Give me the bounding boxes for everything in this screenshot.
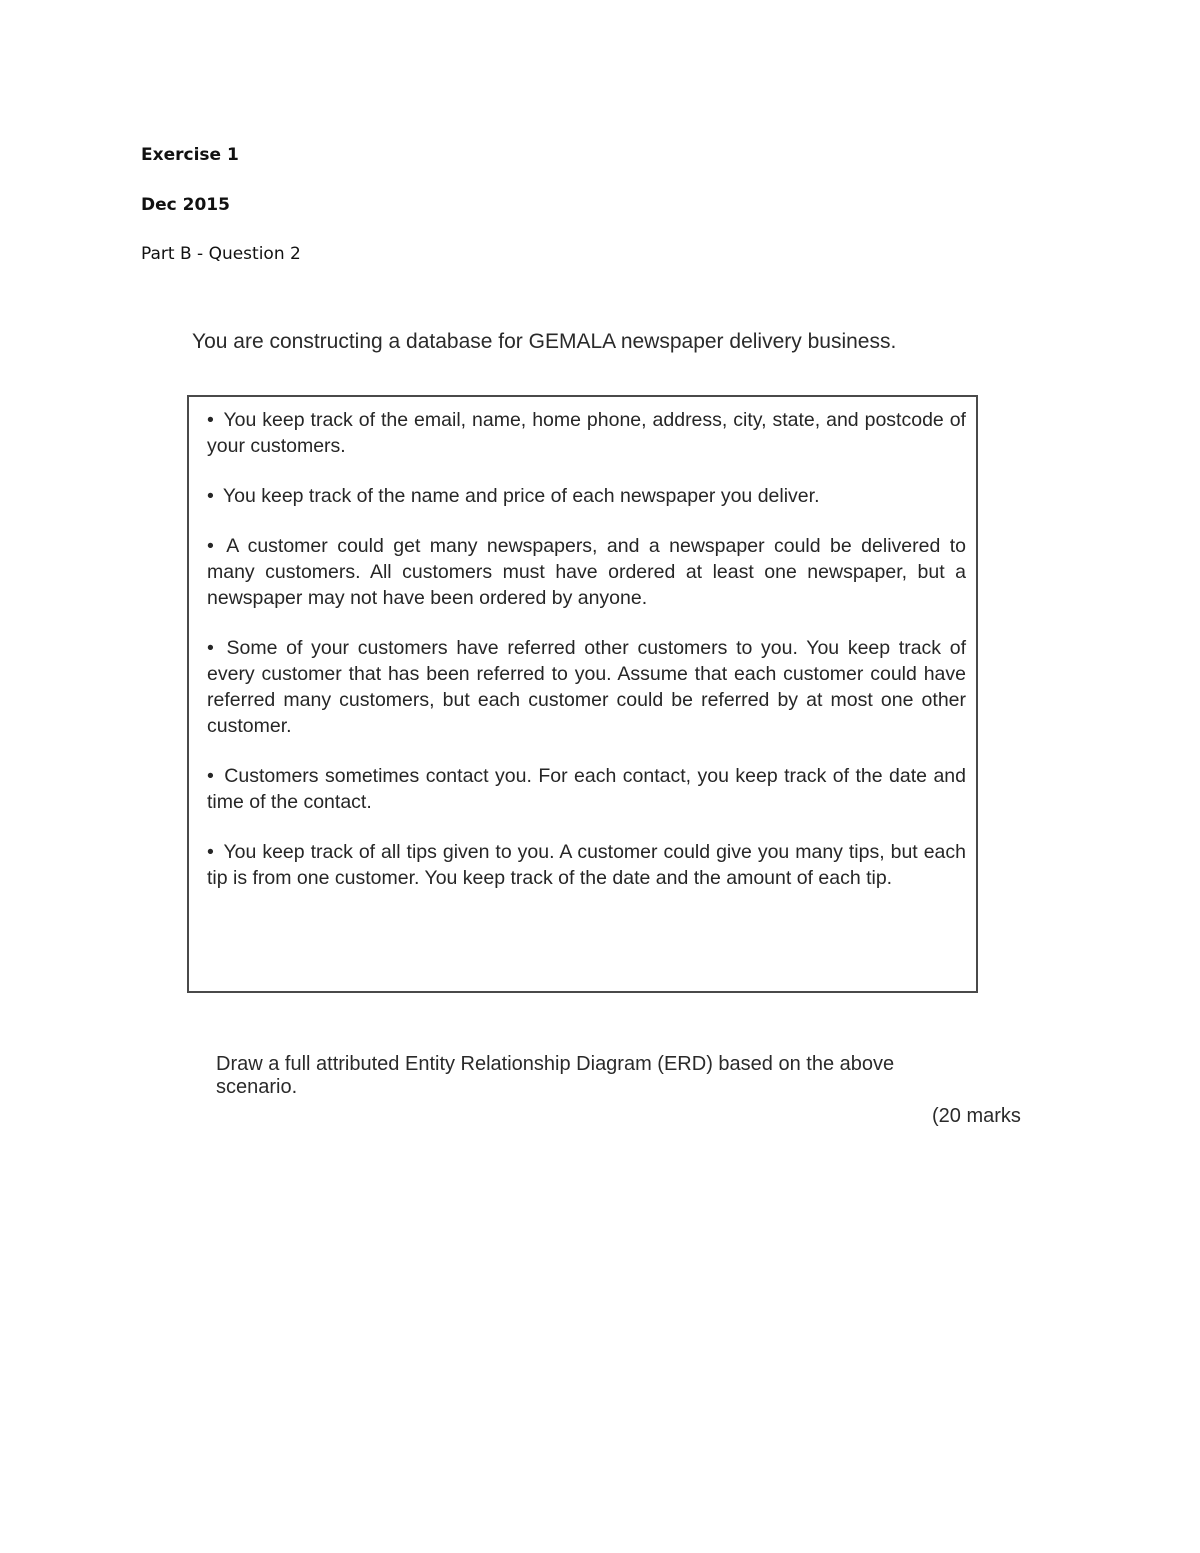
scenario-text: You keep track of the name and price of each newspaper you deliver.	[222, 485, 820, 507]
scenario-item	[207, 839, 966, 891]
task-instruction: Draw a full attributed Entity Relationship Diagram (ERD) based on the above scenario.	[216, 1053, 895, 1098]
marks-allocation: (20 marks	[932, 1105, 1021, 1127]
scenario-item	[207, 635, 966, 739]
bullet-icon: •	[207, 485, 214, 507]
scenario-text: You keep track of the email, name, home phone, address, city, state, and postcode of your customers.	[207, 409, 966, 457]
exam-date: Dec 2015	[141, 195, 230, 215]
exercise-heading: Exercise 1	[141, 145, 239, 165]
scenario-item	[207, 533, 966, 611]
bullet-icon: •	[207, 535, 214, 557]
scenario-text: Some of your customers have referred other customers to you. You keep track of every customer that has been referred to you. Assume that each customer could have referred many customers, but each customer could be referred by at most one other customer.	[207, 637, 967, 737]
bullet-icon: •	[207, 841, 214, 863]
scenario-text: You keep track of all tips given to you. A customer could give you many tips, but each tip is from one customer. You keep track of the date and the amount of each tip.	[207, 841, 966, 889]
scenario-item	[207, 763, 966, 815]
bullet-icon: •	[207, 409, 214, 431]
question-reference: Part B - Question 2	[141, 244, 301, 264]
scenario-text: Customers sometimes contact you. For each contact, you keep track of the date and time of the contact.	[207, 765, 966, 813]
scenario-box	[187, 395, 978, 993]
scenario-item	[207, 483, 966, 509]
scenario-text: A customer could get many newspapers, and a newspaper could be delivered to many customers. All customers must have ordered at least one newspaper, but a newspaper may not have been ordered by anyone.	[207, 535, 967, 609]
bullet-icon: •	[207, 637, 214, 659]
bullet-icon: •	[207, 765, 214, 787]
intro-statement: You are constructing a database for GEMALA newspaper delivery business.	[192, 330, 897, 353]
scenario-item	[207, 407, 966, 459]
